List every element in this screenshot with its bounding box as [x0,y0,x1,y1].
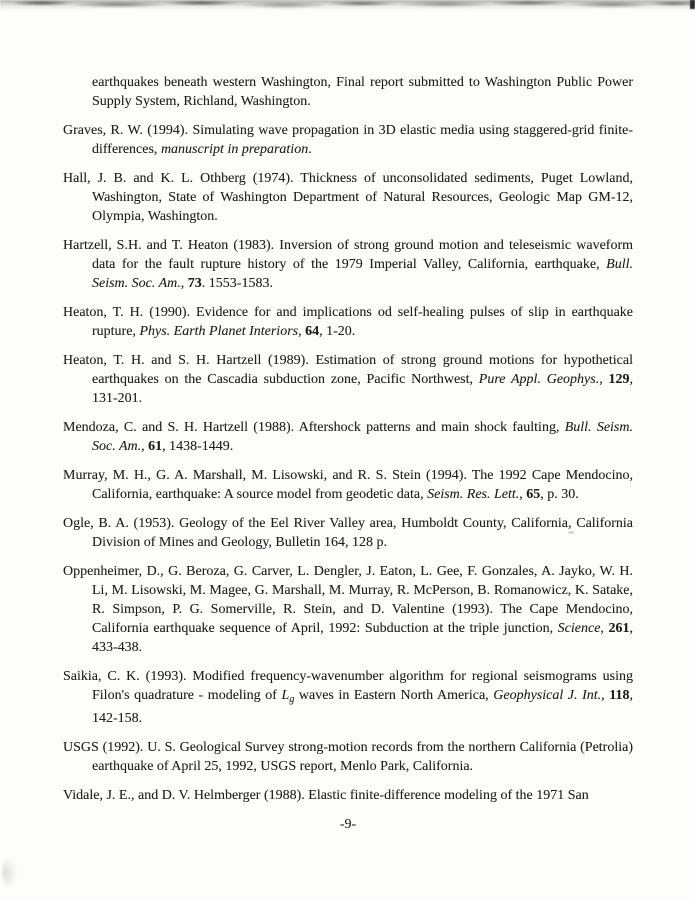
reference-text-run: Mendoza, C. and S. H. Hartzell (1988). Aftershock patterns and main shock faulting, [63,420,565,435]
reference-text-run: g [289,694,295,705]
references-section [63,73,633,834]
reference-text-run: waves in Eastern North America, [294,688,494,703]
reference-item-usgs-1992 [63,738,633,776]
reference-text-run: Saikia, C. K. (1993). Modified frequency-wavenumber algorithm for regional seismograms using Filon's quadrature - modeling of [63,669,633,703]
reference-text-run: 118 [609,688,630,703]
reference-text-run: Bull. Seism. Soc. Am. [92,420,633,454]
reference-text-run: , [599,372,609,387]
reference-text-run: , [601,688,610,703]
reference-item-saikia-1993 [63,667,633,728]
reference-text-run: Vidale, J. E., and D. V. Helmberger (1988). Elastic finite-difference modeling of the 1971 San [63,788,589,803]
reference-text-run: Oppenheimer, D., G. Beroza, G. Carver, L. Dengler, J. Eaton, L. Gee, F. Gonzales, A. Jayko, W. H. Li, M. Lisowski, M. Magee, G. Marshall, M. Murray, R. McPerson, B. Romanowicz, K. Satake, R. Simpson, P. G. Somerville, R. Stein, and D. Valentine (1993). The Cape Mendocino, California earthquake sequence of April, 1992: Subduction at the triple junction, [63,564,633,636]
reference-text-run: Science [557,621,601,636]
scan-speck-top-right [690,0,695,9]
reference-text-run: 73 [187,276,202,291]
reference-text-run: Seism. Res. Lett. [427,487,520,502]
reference-item-vidale-helmberger-1988 [63,786,633,805]
reference-text-run: manuscript in preparation [160,142,309,157]
reference-text-run: , 142-158. [92,688,633,726]
reference-text-run: 261 [608,621,630,636]
scan-smudge-bottom-left [2,856,18,890]
reference-item-heaton-1990 [63,303,633,341]
reference-item-mendoza-hartzell-1988 [63,418,633,456]
reference-text-run: Heaton, T. H. (1990). Evidence for and implications od self-healing pulses of slip in earthquake rupture, [63,305,633,339]
reference-item-murray-1994 [63,466,633,504]
reference-item-ogle-1953 [63,514,633,552]
reference-item-hall-othberg-1974 [63,169,633,226]
reference-item-oppenheimer-1993 [63,562,633,657]
page-number: -9- [339,817,357,832]
reference-text-run: earthquakes beneath western Washington, Final report submitted to Washington Public Power Supply System, Richland, Washington. [92,75,633,109]
reference-text-run: 61 [148,439,163,454]
reference-text-run: , p. 30. [540,487,579,502]
reference-text-run: , 1438-1449. [162,439,234,454]
reference-text-run: USGS (1992). U. S. Geological Survey strong-motion records from the northern California (Petrolia) earthquake of April 25, 1992, USGS report, Menlo Park, California. [63,740,633,774]
reference-text-run: , [180,276,188,291]
reference-text-run: Geophysical J. Int. [493,688,602,703]
reference-text-run: 64 [305,324,320,339]
reference-text-run: 65 [526,487,541,502]
reference-text-run: Pure Appl. Geophys. [478,372,600,387]
reference-text-run: , [519,487,527,502]
reference-text-run: , 1-20. [319,324,356,339]
reference-text-run: Heaton, T. H. and S. H. Hartzell (1989). Estimation of strong ground motions for hypothetical earthquakes on the Cascadia subduction zone, Pacific Northwest, [63,353,633,387]
reference-item-wpps-report-continuation [63,73,633,111]
reference-item-hartzell-heaton-1983 [63,236,633,293]
reference-text-run: Bull. Seism. Soc. Am. [92,257,633,291]
reference-text-run: Graves, R. W. (1994). Simulating wave propagation in 3D elastic media using staggered-grid finite-differences, [63,123,633,157]
reference-text-run: Murray, M. H., G. A. Marshall, M. Lisowski, and R. S. Stein (1994). The 1992 Cape Mendocino, California, earthquake: A source model from geodetic data, [63,468,633,502]
reference-text-run: , [141,439,149,454]
reference-item-heaton-hartzell-1989 [63,351,633,408]
reference-text-run: , 131-201. [92,372,633,406]
reference-text-run: , [298,324,306,339]
reference-text-run: Ogle, B. A. (1953). Geology of the Eel River Valley area, Humboldt County, California, California Division of Mines and Geology, Bulletin 164, 128 p. [63,516,633,550]
scan-artifact-top-band [0,0,695,10]
reference-text-run: , 433-438. [92,621,634,655]
reference-item-graves-1994 [63,121,633,159]
reference-text-run: L [281,688,290,703]
reference-text-run: , [600,621,609,636]
reference-text-run: 129 [608,372,630,387]
references-list [63,73,633,805]
reference-text-run: . [308,142,312,157]
reference-text-run: . 1553-1583. [201,276,273,291]
reference-text-run: Phys. Earth Planet Interiors [139,324,299,339]
reference-text-run: Hall, J. B. and K. L. Othberg (1974). Thickness of unconsolidated sediments, Puget Lowland, Washington, State of Washington Department of Natural Resources, Geologic Map GM-12, Olympia, Washington. [63,171,633,224]
reference-text-run: Hartzell, S.H. and T. Heaton (1983). Inversion of strong ground motion and teleseismic waveform data for the fault rupture history of the 1979 Imperial Valley, California, earthquake, [63,238,633,272]
